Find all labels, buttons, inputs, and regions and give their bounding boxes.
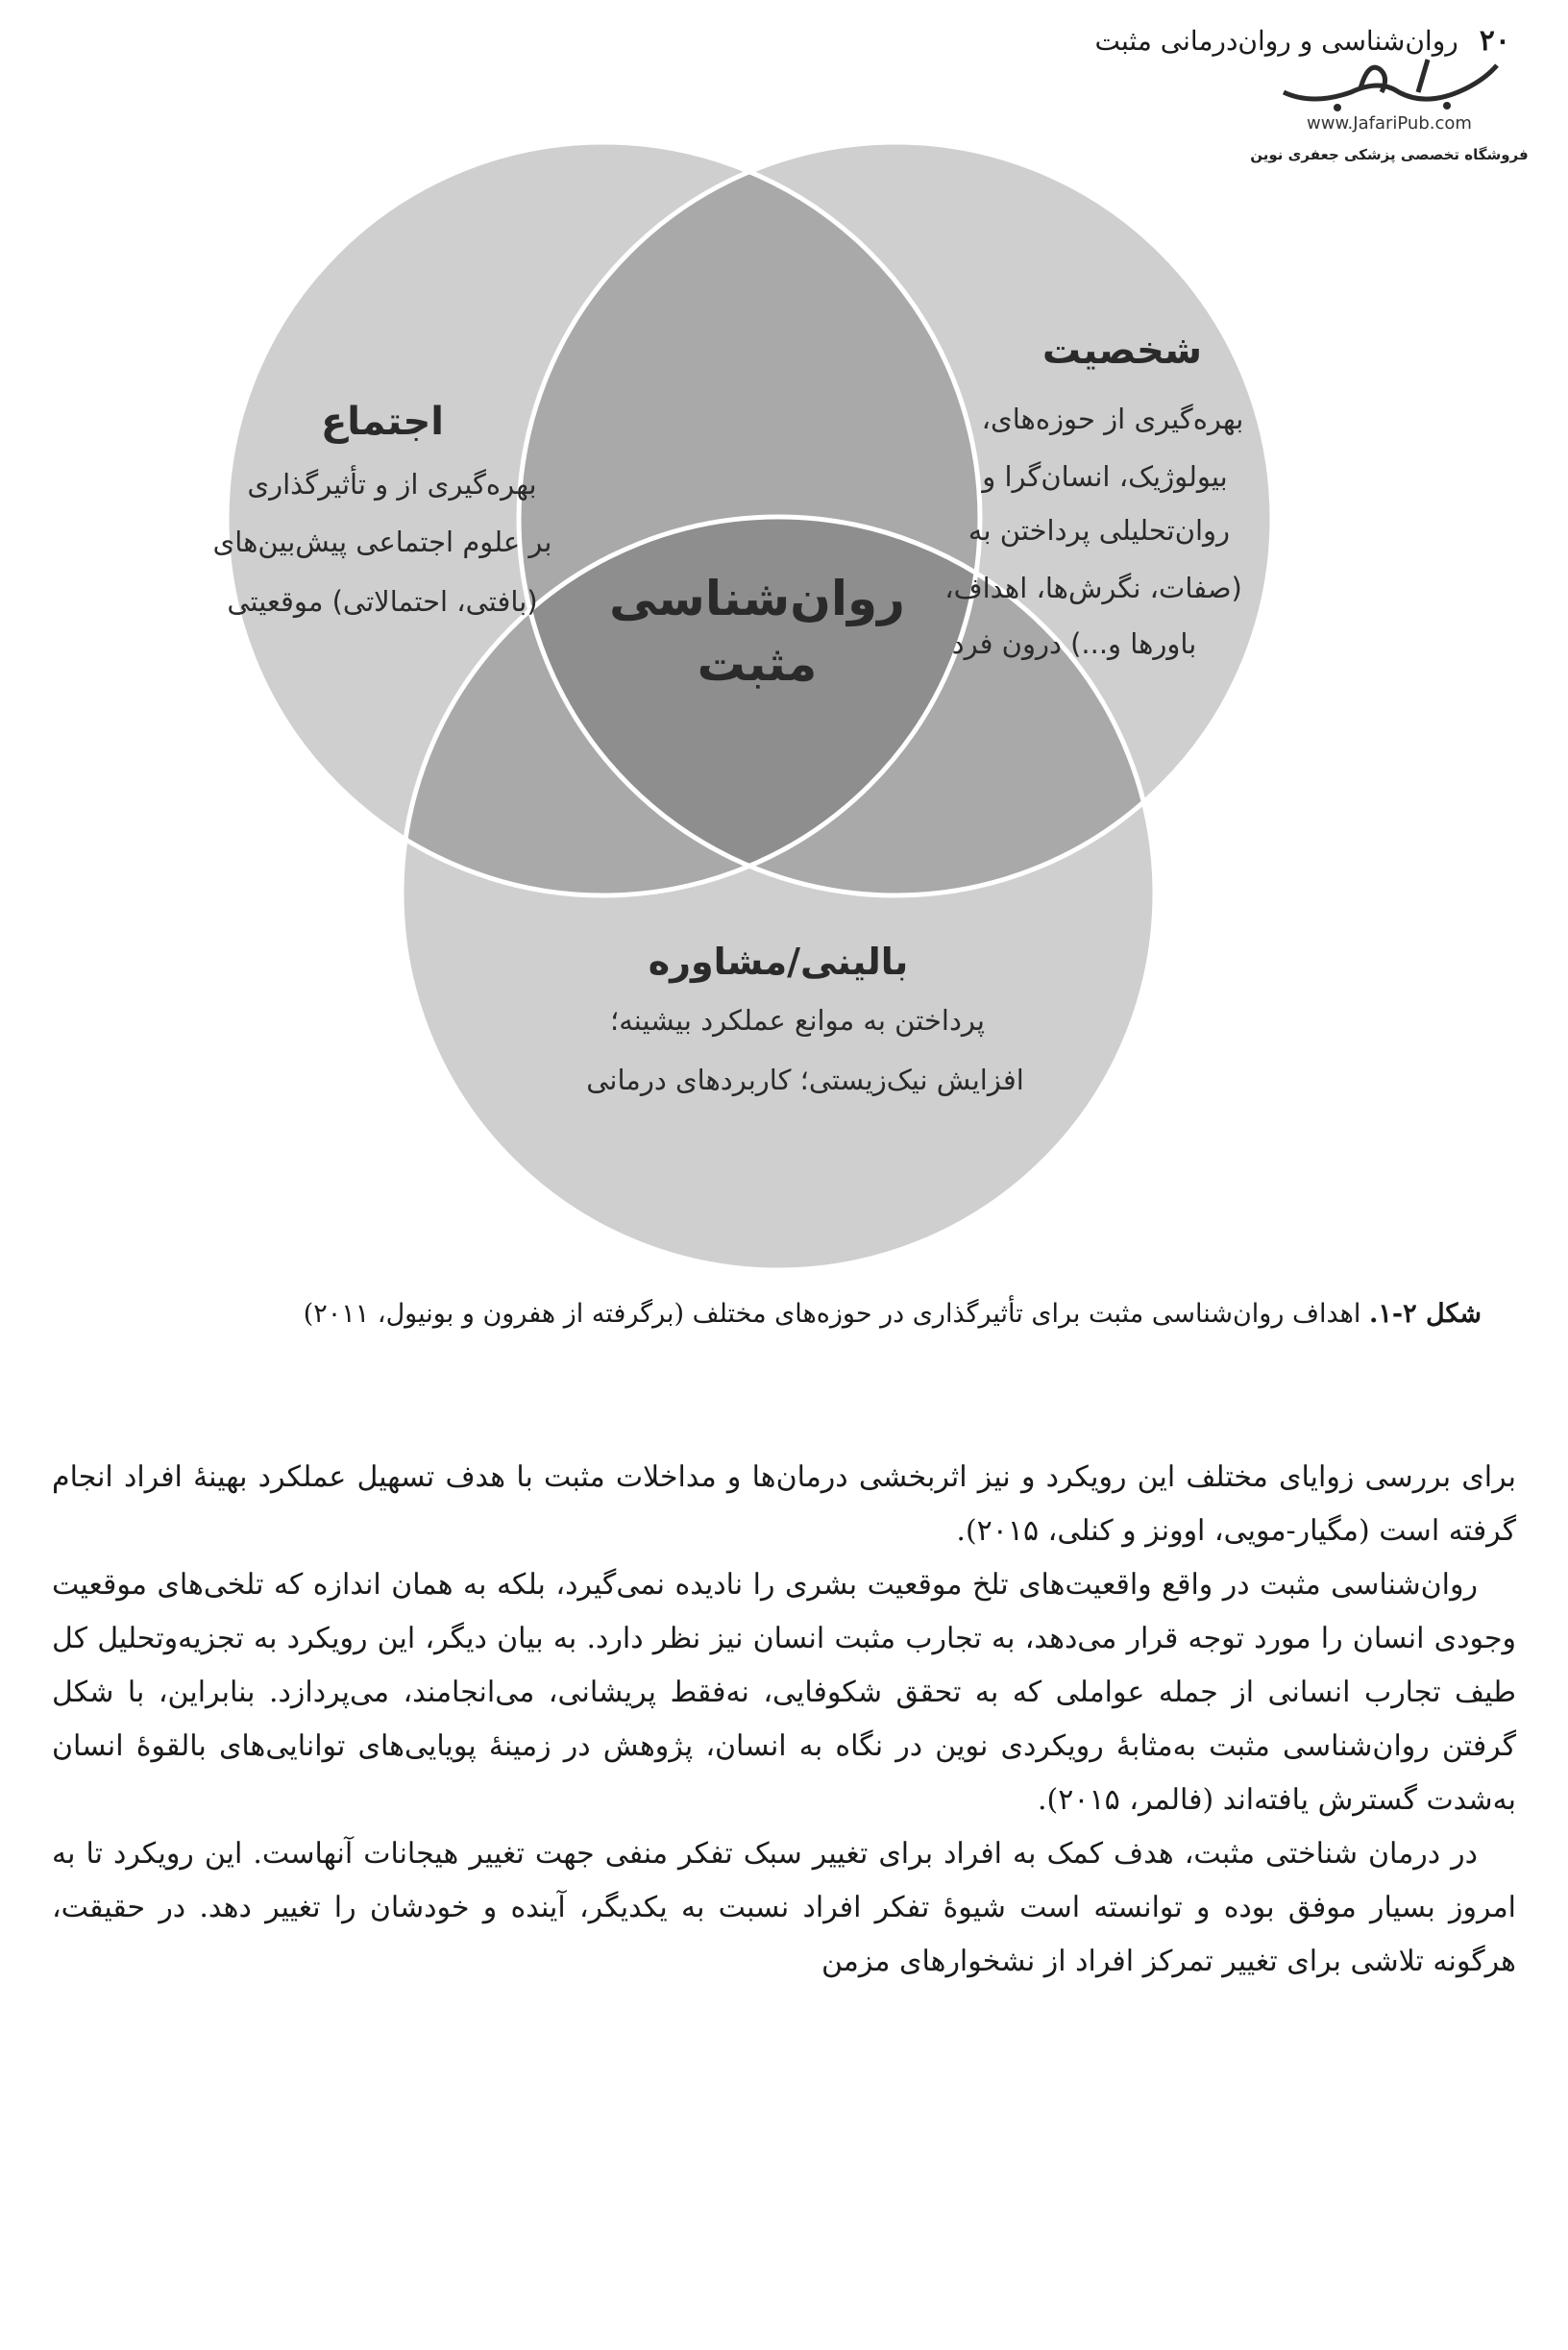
center-line-1: روان‌شناسی: [609, 571, 905, 626]
paragraph-3: در درمان شناختی مثبت، هدف کمک به افراد برای تغییر سبک تفکر منفی جهت تغییر هیجانات آنهاست. این رویکرد تا به امروز بسیار موفق بوده و توانسته است شیوهٔ تفکر افراد نسبت به یکدیگر، آینده و خودشان را تغییر دهد. در حقیقت، هرگونه تلاشی برای تغییر تمرکز افراد از نشخوارهای مزمن: [52, 1837, 1516, 1978]
figure-caption-text: اهداف روان‌شناسی مثبت برای تأثیرگذاری در حوزه‌های مختلف (برگرفته از هفرون و بونیول، ۲۰۱۱): [303, 1299, 1369, 1329]
society-line-1: بهره‌گیری از و تأثیرگذاری: [247, 468, 537, 501]
publisher-tagline: فروشگاه تخصصی پزشکی جعفری نوین: [1250, 146, 1529, 163]
personality-line-3: روان‌تحلیلی پرداختن به: [968, 514, 1231, 547]
clinical-title: بالینی/مشاوره: [648, 941, 909, 983]
society-line-3: (بافتی، احتمالاتی) موقعیتی: [227, 585, 538, 618]
paragraph-2: روان‌شناسی مثبت در واقع واقعیت‌های تلخ موقعیت بشری را نادیده نمی‌گیرد، بلکه به همان اندازه که تلخی‌های موقعیت وجودی انسان را مورد توجه قرار می‌دهد، به تجارب مثبت انسان نیز نظر دارد. به بیان دیگر، این رویکرد به تجزیه‌وتحلیل کل طیف تجارب انسانی از جمله عواملی که به تحقق شکوفایی، نه‌فقط پریشانی، می‌انجامند، می‌پردازد. بنابراین، با شکل گرفتن روان‌شناسی مثبت به‌مثابهٔ رویکردی نوین در نگاه به انسان، پژوهش در زمینهٔ پویایی‌های توانایی‌های بالقوهٔ انسان به‌شدت گسترش یافته‌اند (فالمر، ۲۰۱۵).: [52, 1568, 1516, 1817]
paragraph-1: برای بررسی زوایای مختلف این رویکرد و نیز اثربخشی درمان‌ها و مداخلات مثبت با هدف تسهیل عملکرد بهینهٔ افراد انجام گرفته است (مگیار-مویی، اوونز و کنلی، ۲۰۱۵).: [52, 1460, 1516, 1548]
personality-line-4: (صفات، نگرش‌ها، اهداف،: [944, 572, 1242, 604]
page-number: ۲۰: [1479, 23, 1510, 58]
personality-line-5: باورها و...) درون فرد: [951, 627, 1197, 660]
figure-label: شکل ۲-۱.: [1368, 1299, 1482, 1329]
personality-line-1: بهره‌گیری از حوزه‌های،: [981, 403, 1244, 435]
clinical-line-1: پرداختن به موانع عملکرد بیشینه؛: [610, 1004, 985, 1037]
society-line-2: بر علوم اجتماعی پیش‌بین‌های: [212, 526, 552, 558]
figure-caption: [58, 1299, 1482, 1329]
personality-title: شخصیت: [1041, 329, 1203, 373]
publisher-url: www.JafariPub.com: [1307, 113, 1472, 134]
center-line-2: مثبت: [697, 636, 818, 692]
personality-line-2: بیولوژیک، انسان‌گرا و: [982, 460, 1228, 493]
clinical-line-2: افزایش نیک‌زیستی؛ کاربردهای درمانی: [586, 1064, 1024, 1096]
society-title: اجتماع: [320, 400, 445, 444]
running-title: روان‌شناسی و روان‌درمانی مثبت: [1094, 24, 1458, 57]
body-text: [52, 1451, 1516, 1989]
